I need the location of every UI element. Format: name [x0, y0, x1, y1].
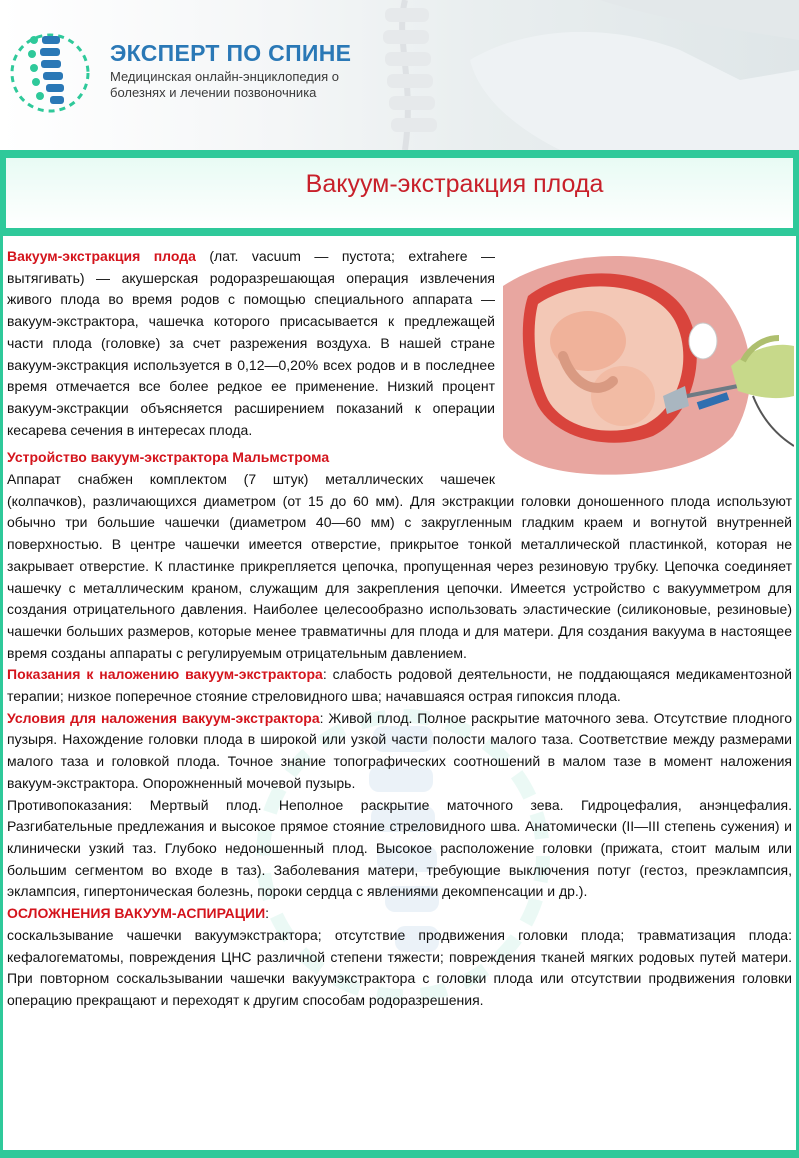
complications-colon: : — [265, 905, 270, 922]
device-paragraph: Аппарат снабжен комплектом (7 штук) металлических чашечек (колпачков), различающихся диаметром (от 15 до 60 мм). Для экстракции головки доношенного плода используют обычно три большие чашечки (диаметром 40—60 мм) с закругленным гладким краем и вогнутой внутренней поверхностью. В центре чашечки имеется отверстие, прикрытое тонкой металлической пластинкой, которая не закрывает отверстие. К пластинке прикрепляется цепочка, пропущенная через резиновую трубку. Цепочка соединяет чашечку с металлическим краном, служащим для закрепления цепочки. Имеется устройство с вакуумметром для создания отрицательного давления. Наиболее целесообразно использовать эластические (силиконовые, резиновые) чашечки больших размеров, которые менее травматичны для плода и для матери. Для создания вакуума в настоящее время созданы аппараты с регулируемым отрицательным давлением. — [7, 471, 792, 661]
brand-tagline — [110, 69, 351, 101]
conditions-paragraph — [7, 708, 792, 795]
article-panel — [3, 236, 796, 1150]
tagline-line-1: Медицинская онлайн-энциклопедия о — [110, 69, 340, 84]
indications-paragraph — [7, 664, 792, 707]
complications-paragraph: соскальзывание чашечки вакуумэкстрактора; отсутствие продвижения головки плода; травматизация плода: кефалогематомы, повреждения ЦНС различной степени тяжести; повреждения тканей мягких родовых путей матери. При повторном соскальзывании чашечки вакуумэкстрактора с головки плода или отсутствии продвижения головки операцию прекращают и переходят к другим способам родоразрешения. — [7, 926, 792, 1008]
logo-text — [110, 40, 351, 101]
conditions-text: : Живой плод. Полное раскрытие маточного зева. Отсутствие плодного пузыря. Нахождение головки плода в широкой или узкой части полости малого таза. Соответствие между размерами малого таза и головкой плода. Точное знание топографических соотношений в малом тазе в момент наложения вакуум-экстрактора. Опорожненный мочевой пузырь. — [7, 709, 792, 791]
article-body — [7, 246, 792, 1012]
intro-text: (лат. vacuum — пустота; extrahere — вытягивать) — акушерская родоразрешающая операция извлечения живого плода во время родов с помощью специального аппарата — вакуум-экстрактора, чашечка которого присасывается к предлежащей части плода (головке) за счет разрежения воздуха. В нашей стране вакуум-экстракция используется в 0,12—0,20% всех родов и в последнее время отмечается все более редкое ее применение. Низкий процент вакуум-экстракции объясняется расширением показаний к операции кесарева сечения в интересах плода. — [7, 248, 495, 438]
brand-name: ЭКСПЕРТ ПО СПИНЕ — [110, 40, 352, 66]
tagline-line-2: болезнях и лечении позвоночника — [110, 85, 317, 100]
page-title: Вакуум-экстракция плода — [305, 170, 604, 198]
indications-text: : слабость родовой деятельности, не поддающаяся медикаментозной терапии; низкое поперечное стояние стреловидного шва; начавшаяся острая гипоксия плода. — [7, 666, 792, 705]
device-heading-text: Устройство вакуум-экстрактора Мальмстрома — [7, 449, 330, 466]
contraindications-paragraph: Противопоказания: Мертвый плод. Неполное раскрытие маточного зева. Гидроцефалия, анэнцефалия. Разгибательные предлежания и высокое прямое стояние стреловидного шва. Анатомически (II—III степень сужения) и клинически узкий таз. Глубоко недоношенный плод. Высокое расположение головки (прижата, стоит малым или большим сегментом во входе в таз). Заболевания матери, требующие выключения потуг (гестоз, преэклампсия, эклампсия, гипертоническая болезнь, пороки сердца с явлениями декомпенсации и др.). — [7, 796, 792, 900]
vacuum-extraction-illustration — [503, 246, 794, 476]
logo-icon — [8, 18, 98, 128]
indications-heading: Показания к наложению вакуум-экстрактора — [7, 666, 323, 683]
complications-heading — [7, 903, 792, 925]
site-header — [0, 0, 799, 150]
intro-term: Вакуум-экстракция плода — [7, 248, 196, 264]
conditions-heading: Условия для наложения вакуум-экстрактора — [7, 709, 320, 726]
complications-heading-text: ОСЛОЖНЕНИЯ ВАКУУМ-АСПИРАЦИИ — [7, 905, 266, 922]
